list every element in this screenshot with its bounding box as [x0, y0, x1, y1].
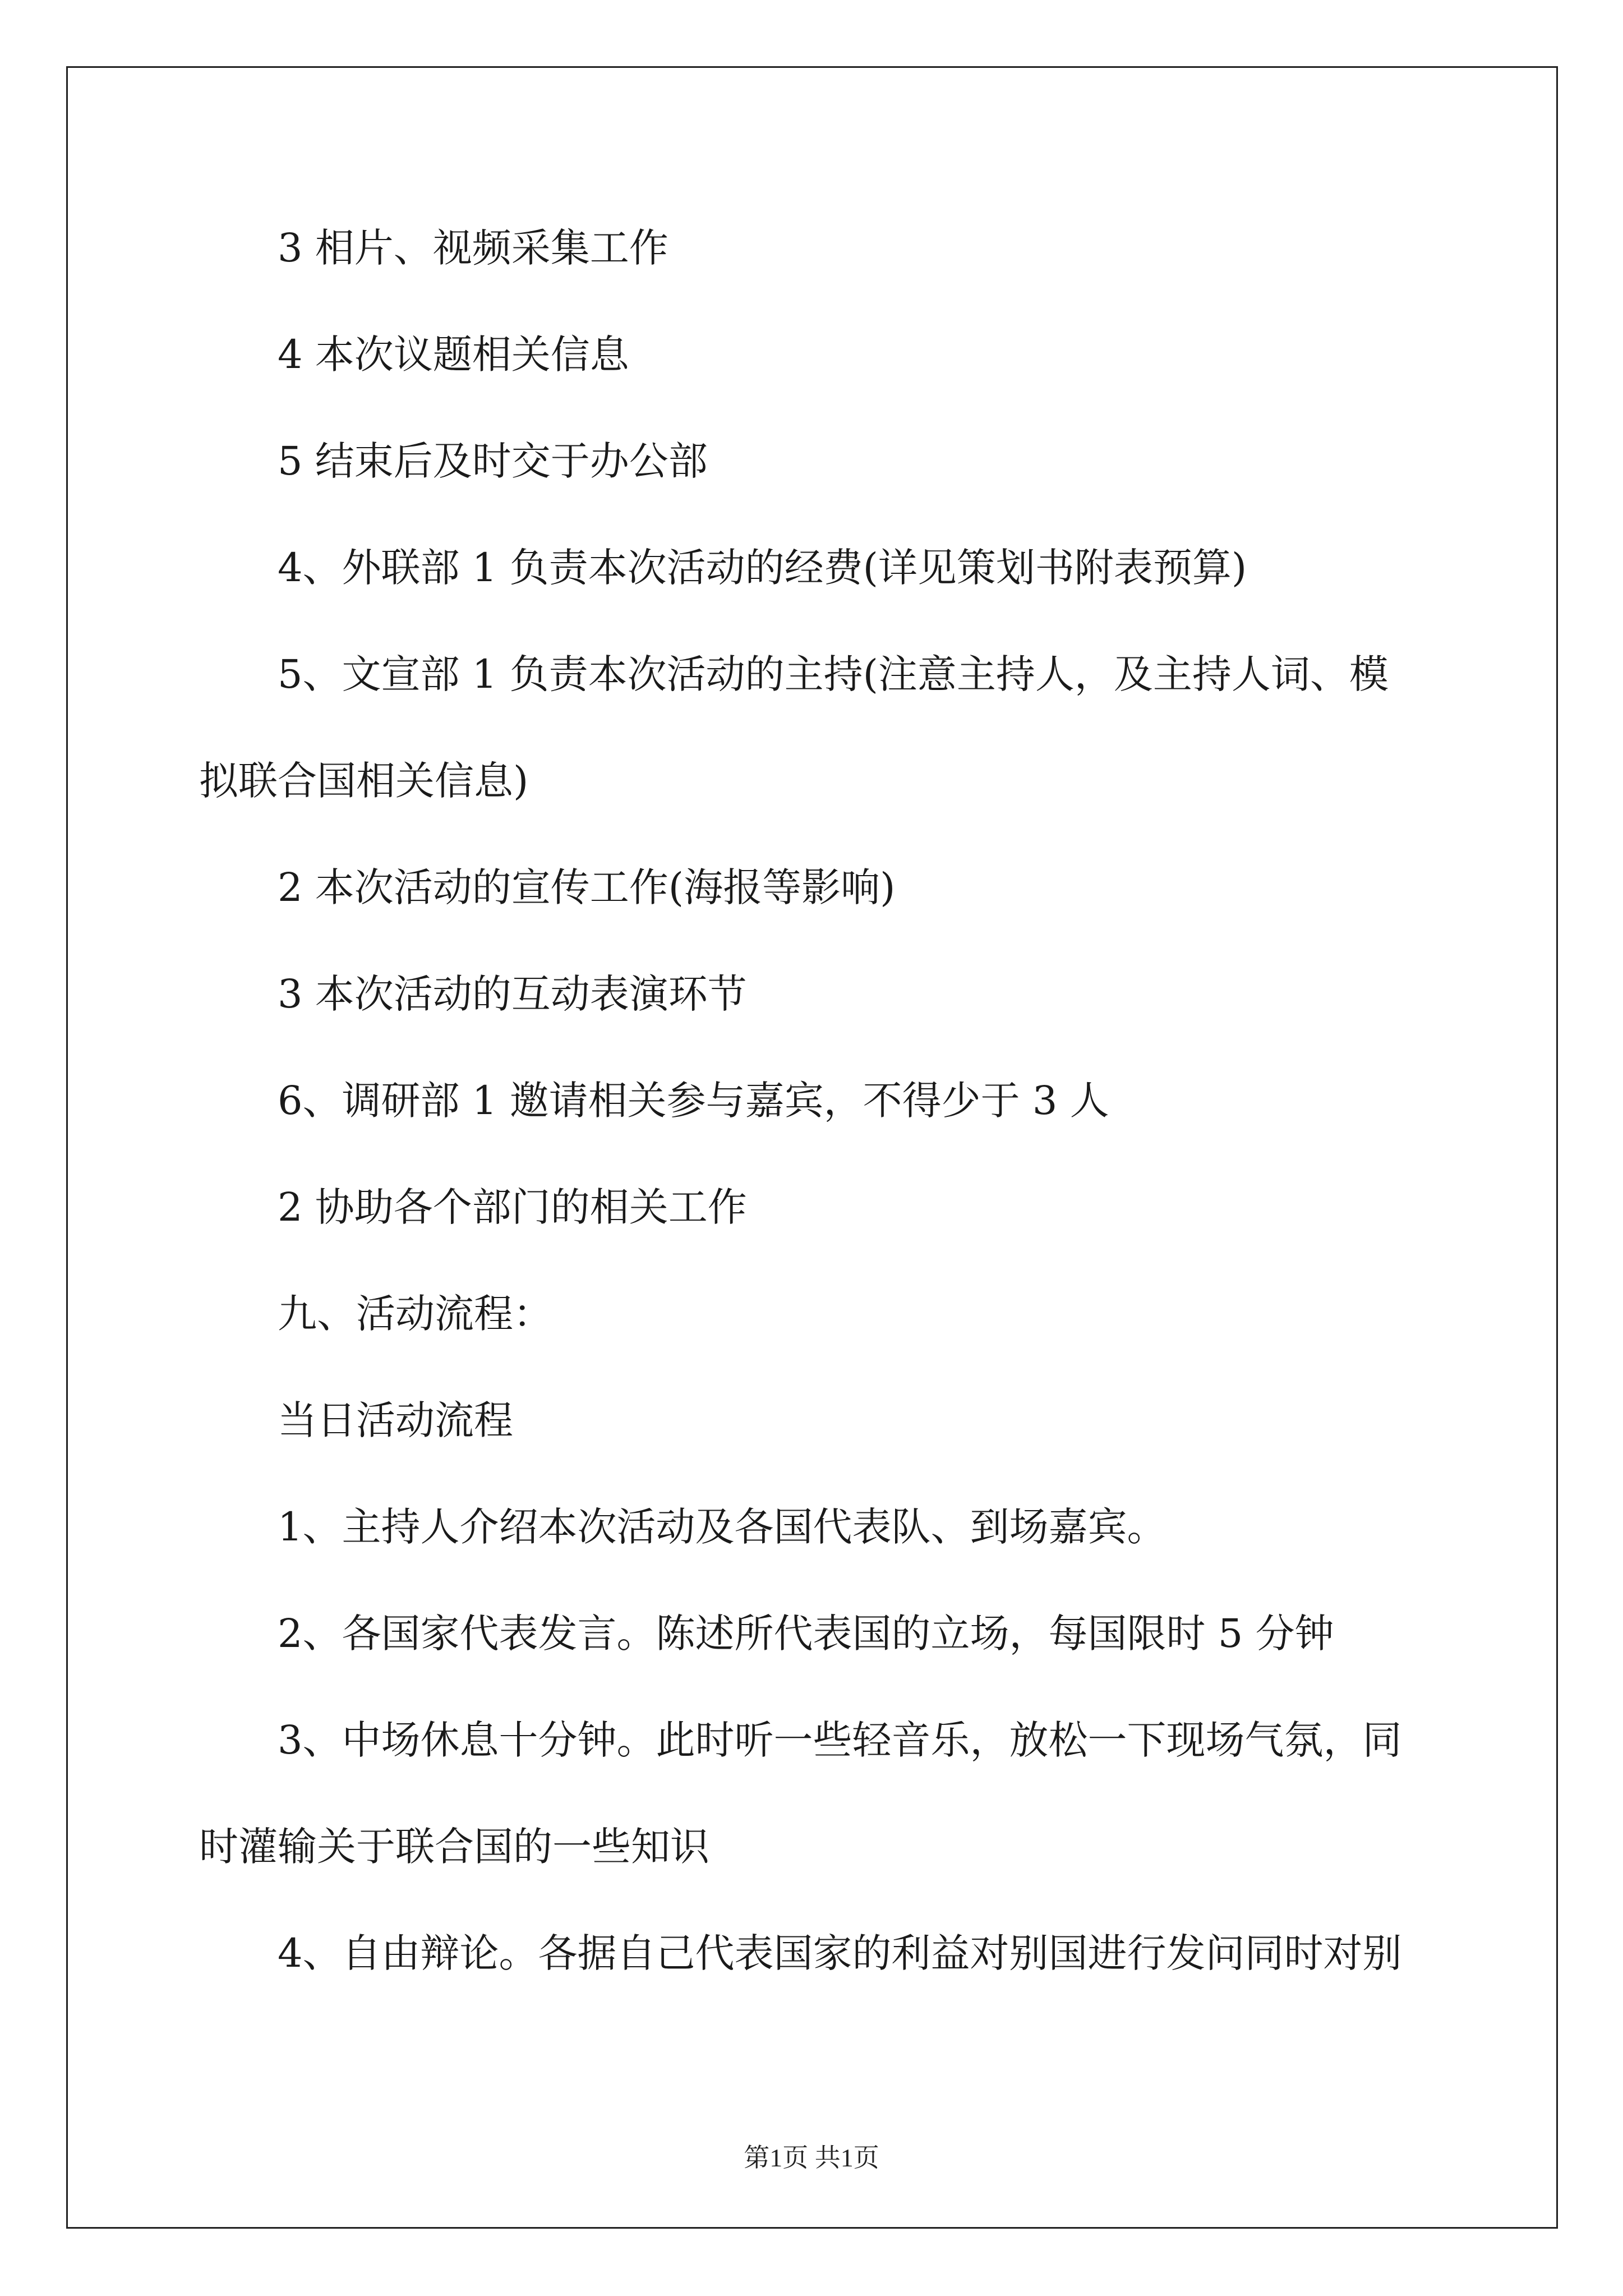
text-line: 2 协助各个部门的相关工作 [278, 1184, 747, 1230]
text-line: 4 本次议题相关信息 [278, 332, 629, 378]
text-line: 5、文宣部 1 负责本次活动的主持(注意主持人，及主持人词、模 [278, 651, 1389, 697]
page-border [66, 66, 1558, 2229]
text-line: 时灌输关于联合国的一些知识 [199, 1824, 709, 1870]
text-line: 4、自由辩论。各据自己代表国家的利益对别国进行发问同时对别 [278, 1930, 1402, 1976]
text-line: 3 本次活动的互动表演环节 [278, 971, 747, 1017]
text-line: 1、主持人介绍本次活动及各国代表队、到场嘉宾。 [278, 1504, 1166, 1550]
text-line: 2、各国家代表发言。陈述所代表国的立场，每国限时 5 分钟 [278, 1611, 1334, 1657]
text-line: 3 相片、视频采集工作 [278, 225, 668, 271]
page-footer: 第1页 共1页 [744, 2143, 879, 2172]
text-line: 5 结束后及时交于办公部 [278, 438, 708, 484]
text-line: 4、外联部 1 负责本次活动的经费(详见策划书附表预算) [278, 545, 1247, 591]
text-line: 当日活动流程 [278, 1397, 513, 1443]
section-heading: 九、活动流程： [278, 1291, 552, 1337]
text-line: 2 本次活动的宣传工作(海报等影响) [278, 864, 896, 910]
text-line: 3、中场休息十分钟。此时听一些轻音乐，放松一下现场气氛，同 [278, 1717, 1402, 1763]
text-line: 拟联合国相关信息) [199, 758, 529, 804]
text-line: 6、调研部 1 邀请相关参与嘉宾，不得少于 3 人 [278, 1078, 1109, 1124]
